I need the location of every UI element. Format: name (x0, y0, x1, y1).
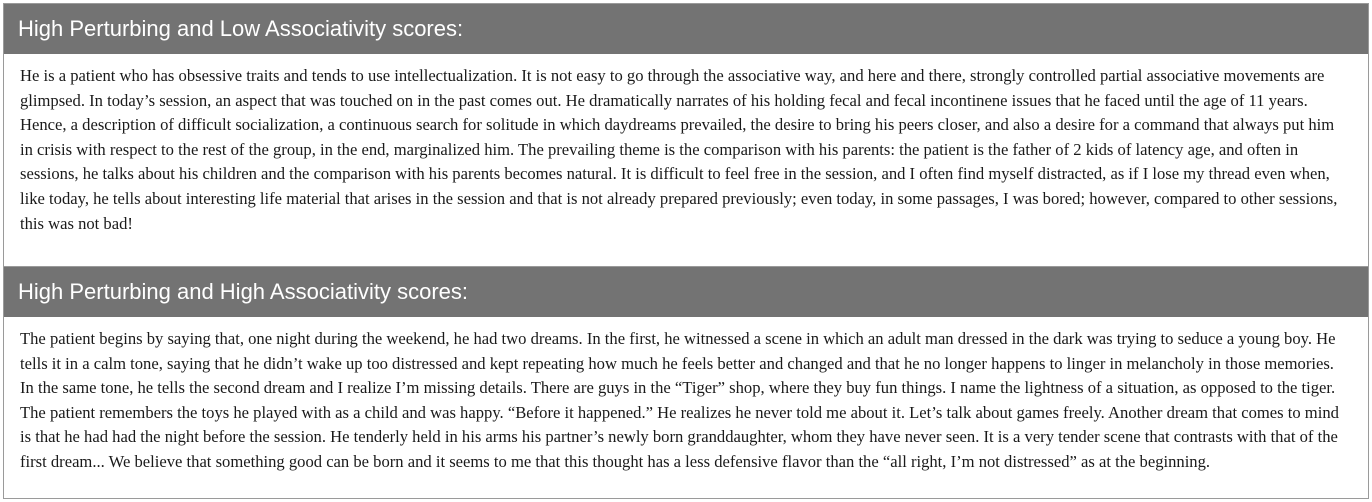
session-notes-table (3, 3, 1369, 499)
section-heading-low-associativity: High Perturbing and Low Associativity scores: (4, 4, 1368, 54)
section-text-low-associativity: He is a patient who has obsessive traits and tends to use intellectualization. It is not easy to go through the associative way, and here and there, strongly controlled partial associative movements are glimpsed. In today’s session, an aspect that was touched on in the past comes out. He dramatically narrates of his holding fecal and fecal incontinene issues that he faced until the age of 11 years. Hence, a description of difficult socialization, a continuous search for solitude in which daydreams prevailed, the desire to bring his peers closer, and also a desire for a command that always put him in crisis with respect to the rest of the group, in the end, marginalized him. The prevailing theme is the comparison with his parents: the patient is the father of 2 kids of latency age, and often in sessions, he talks about his children and the comparison with his parents becomes natural. It is difficult to feel free in the session, and I often find myself distracted, as if I lose my thread even when, like today, he tells about interesting life material that arises in the session and that is not already prepared previously; even today, in some passages, I was bored; however, compared to other sessions, this was not bad! (20, 66, 1338, 233)
section-heading-high-associativity: High Perturbing and High Associativity scores: (4, 267, 1368, 317)
section-text-high-associativity: The patient begins by saying that, one night during the weekend, he had two dreams. In the first, he witnessed a scene in which an adult man dressed in the dark was trying to seduce a young boy. He tells it in a calm tone, saying that he didn’t wake up too distressed and kept repeating how much he feels better and changed and that he no longer happens to linger in melancholy in those memories. In the same tone, he tells the second dream and I realize I’m missing details. There are guys in the “Tiger” shop, where they buy fun things. I name the lightness of a situation, as opposed to the tiger. The patient remembers the toys he played with as a child and was happy. “Before it happened.” He realizes he never told me about it. Let’s talk about games freely. Another dream that comes to mind is that he had had the night before the session. He tenderly held in his arms his partner’s newly born granddaughter, whom they have never seen. It is a very tender scene that contrasts with that of the first dream... We believe that something good can be born and it seems to me that this thought has a less defensive flavor than the “all right, I’m not distressed” as at the beginning. (20, 329, 1339, 471)
